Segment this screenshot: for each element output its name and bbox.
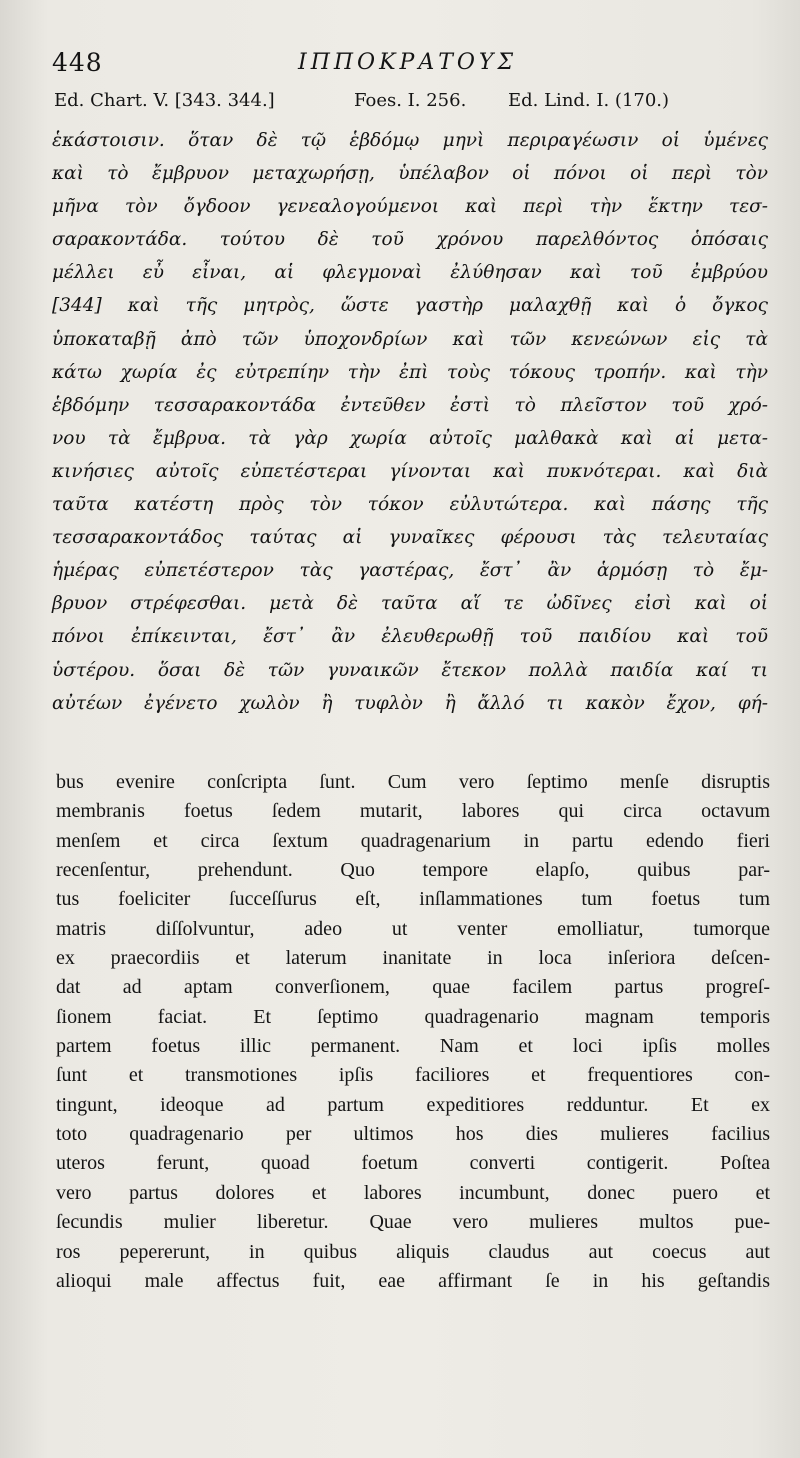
greek-line: αὐτέων ἐγένετο χωλὸν ἢ τυφλὸν ἢ ἄλλό τι κακὸν ἔχον, φή- [52, 692, 768, 714]
latin-line: vero partus dolores et labores incumbunt, donec puero et [56, 1181, 770, 1204]
latin-line: ros pepererunt, in quibus aliquis claudus aut coecus aut [56, 1240, 770, 1263]
greek-text-block [52, 124, 768, 720]
edition-references [54, 90, 766, 120]
chartier-edition-ref: Ed. Chart. V. [343. 344.] [54, 90, 275, 111]
greek-line: πόνοι ἐπίκεινται, ἔστ᾽ ἂν ἐλευθερωθῇ τοῦ παιδίου καὶ τοῦ [52, 626, 768, 648]
greek-line: βρυον στρέφεσθαι. μετὰ δὲ ταῦτα αἵ τε ὠδῖνες εἰσὶ καὶ οἱ [52, 593, 768, 615]
latin-line: dat ad aptam converſionem, quae facilem partus progreſ- [56, 976, 770, 999]
latin-line: membranis foetus ſedem mutarit, labores qui circa octavum [56, 800, 770, 823]
page-number: 448 [52, 48, 103, 77]
latin-line: ſecundis mulier liberetur. Quae vero mulieres multos pue- [56, 1211, 770, 1234]
latin-line: alioqui male affectus fuit, eae affirmant ſe in his geſtandis [56, 1269, 770, 1292]
greek-line: ὑστέρου. ὅσαι δὲ τῶν γυναικῶν ἔτεκον πολλὰ παιδία καί τι [52, 659, 768, 681]
running-title: ΙΠΠΟΚΡΑΤΟΥΣ [298, 50, 518, 75]
greek-line: κάτω χωρία ἐς εὐτρεπίην τὴν ἐπὶ τοὺς τόκους τροπήν. καὶ τὴν [52, 361, 768, 383]
greek-line: [344] καὶ τῆς μητρὸς, ὥστε γαστὴρ μαλαχθῇ καὶ ὁ ὄγκος [52, 295, 768, 317]
greek-line: ἡμέρας εὐπετέστερον τὰς γαστέρας, ἔστ᾽ ἂν ἁρμόσῃ τὸ ἔμ- [52, 560, 768, 582]
latin-line: tingunt, ideoque ad partum expeditiores redduntur. Et ex [56, 1093, 770, 1116]
latin-line: toto quadragenario per ultimos hos dies mulieres facilius [56, 1123, 770, 1146]
latin-line: matris diſſolvuntur, adeo ut venter emolliatur, tumorque [56, 917, 770, 940]
latin-line: bus evenire conſcripta ſunt. Cum vero ſeptimo menſe disruptis [56, 771, 770, 793]
page-header [40, 46, 760, 86]
latin-line: menſem et circa ſextum quadragenarium in partu edendo fieri [56, 829, 770, 852]
greek-line: καὶ τὸ ἔμβρυον μεταχωρήσῃ, ὑπέλαβον οἱ πόνοι οἱ περὶ τὸν [52, 163, 768, 185]
greek-line: νου τὰ ἔμβρυα. τὰ γὰρ χωρία αὐτοῖς μαλθακὰ καὶ αἱ μετα- [52, 427, 768, 449]
greek-line: τεσσαρακοντάδος ταύτας αἱ γυναῖκες φέρουσι τὰς τελευταίας [52, 527, 768, 549]
greek-line: ὑποκαταβῇ ἀπὸ τῶν ὑποχονδρίων καὶ τῶν κενεώνων εἰς τὰ [52, 328, 768, 350]
latin-translation-block [56, 768, 770, 1296]
linden-edition-ref: Ed. Lind. I. (170.) [508, 90, 670, 111]
greek-line: ταῦτα κατέστη πρὸς τὸν τόκον εὐλυτώτερα. καὶ πάσης τῆς [52, 494, 768, 516]
latin-line: recenſentur, prehendunt. Quo tempore elapſo, quibus par- [56, 859, 770, 882]
latin-line: tus foeliciter ſucceſſurus eſt, inſlammationes tum foetus tum [56, 888, 770, 911]
latin-line: ſionem faciat. Et ſeptimo quadragenario magnam temporis [56, 1005, 770, 1028]
greek-line: κινήσιες αὐτοῖς εὐπετέστεραι γίνονται καὶ πυκνότεραι. καὶ διὰ [52, 460, 768, 482]
latin-line: partem foetus illic permanent. Nam et loci ipſis molles [56, 1035, 770, 1058]
greek-line: σαρακοντάδα. τούτου δὲ τοῦ χρόνου παρελθόντος ὁπόσαις [52, 229, 768, 251]
greek-line: μῆνα τὸν ὄγδοον γενεαλογούμενοι καὶ περὶ τὴν ἕκτην τεσ- [52, 196, 768, 218]
latin-line: ſunt et transmotiones ipſis faciliores et frequentiores con- [56, 1064, 770, 1087]
greek-line: ἑκάστοισιν. ὅταν δὲ τῷ ἑβδόμῳ μηνὶ περιραγέωσιν οἱ ὑμένες [52, 130, 768, 151]
latin-line: ex praecordiis et laterum inanitate in loca inſeriora deſcen- [56, 947, 770, 970]
foesius-edition-ref: Foes. I. 256. [354, 90, 467, 111]
latin-line: uteros ferunt, quoad foetum converti contigerit. Poſtea [56, 1152, 770, 1175]
greek-line: ἑβδόμην τεσσαρακοντάδα ἐντεῦθεν ἐστὶ τὸ πλεῖστον τοῦ χρό- [52, 394, 768, 416]
greek-line: μέλλει εὖ εἶναι, αἱ φλεγμοναὶ ἐλύθησαν καὶ τοῦ ἐμβρύου [52, 262, 768, 284]
